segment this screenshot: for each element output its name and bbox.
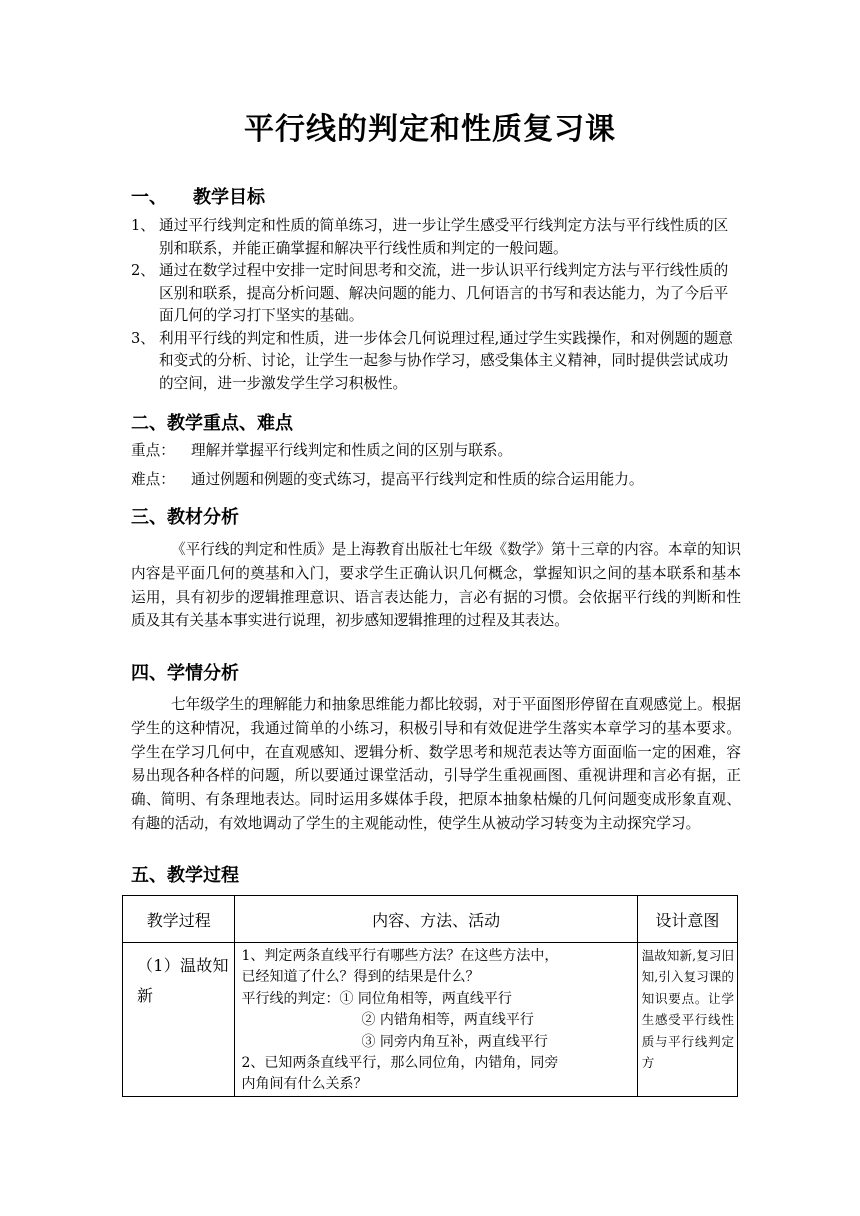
table-row xyxy=(123,943,738,1097)
section-title: 教学重点、难点 xyxy=(167,413,293,434)
objective-number: 1、 xyxy=(131,217,155,234)
objective-text: 通过在数学过程中安排一定时间思考和交流，进一步认识平行线判定方法与平行线性质的区别和联系，提高分析问题、解决问题的能力、几何语言的书写和表达能力，为了今后平面几何的学习打下坚实的基础。 xyxy=(159,262,729,324)
focus-text: 理解并掌握平行线判定和性质之间的区别与联系。 xyxy=(191,442,513,459)
objective-text: 利用平行线的判定和性质，进一步体会几何说理过程,通过学生实践操作，和对例题的题意和变式的分析、讨论，让学生一起参与协作学习，感受集体主义精神，同时提供尝试成功的空间，进一步激发学生学习积极性。 xyxy=(159,329,733,392)
judgement-label: 平行线的判定： xyxy=(241,990,340,1007)
objectives-list xyxy=(131,215,741,395)
section-number: 五、 xyxy=(131,865,167,886)
objective-item xyxy=(131,215,741,260)
objective-text: 通过平行线判定和性质的简单练习，进一步让学生感受平行线判定方法与平行线性质的区别和联系，并能正确掌握和解决平行线性质和判定的一般问题。 xyxy=(159,217,729,257)
document-title: 平行线的判定和性质复习课 xyxy=(244,112,616,147)
question-1-line: 1、判定两条直线平行有哪些方法？在这些方法中， xyxy=(241,948,559,964)
section-number: 一、 xyxy=(131,187,167,208)
question-2-line: 内角间有什么关系？ xyxy=(241,1076,368,1093)
column-header-content: 内容、方法、活动 xyxy=(235,896,637,943)
section-title: 教学过程 xyxy=(167,865,239,886)
section-heading-student-analysis xyxy=(131,659,239,685)
column-header-intent: 设计意图 xyxy=(637,896,737,943)
difficulty-label: 难点： xyxy=(131,471,175,488)
objective-item xyxy=(131,328,741,396)
stage-cell: （1）温故知新 xyxy=(123,943,235,1097)
section-title: 教学目标 xyxy=(193,187,265,208)
difficulty-text: 通过例题和例题的变式练习，提高平行线判定和性质的综合运用能力。 xyxy=(191,471,644,488)
objective-item xyxy=(131,260,741,328)
student-analysis-paragraph: 七年级学生的理解能力和抽象思维能力都比较弱，对于平面图形停留在直观感觉上。根据学生的这种情况，我通过简单的小练习，积极引导和有效促进学生落实本章学习的基本要求。学生在学习几何中，在直观感知、逻辑分析、数学思考和规范表达等方面面临一定的困难，容易出现各种各样的问题，所以要通过课堂活动，引导学生重视画图、重视讲理和言必有据，正确、简明、有条理地表达。同时运用多媒体手段，把原本抽象枯燥的几何问题变成形象直观、有趣的活动，有效地调动了学生的主观能动性，使学生从被动学习转变为主动探究学习。 xyxy=(131,696,741,832)
objective-number: 2、 xyxy=(131,262,155,279)
content-cell xyxy=(235,943,637,1097)
judgement-item: ① 同位角相等，两直线平行 xyxy=(339,990,512,1007)
section-number: 四、 xyxy=(131,663,167,684)
objective-number: 3、 xyxy=(131,329,155,347)
judgement-item: ③ 同旁内角互补，两直线平行 xyxy=(361,1033,548,1050)
judgement-item: ② 内错角相等，两直线平行 xyxy=(361,1012,534,1029)
focus-row xyxy=(131,440,512,462)
question-1-line: 已经知道了什么？得到的结果是什么？ xyxy=(241,969,480,986)
section-number: 二、 xyxy=(131,413,167,434)
section-number: 三、 xyxy=(131,507,167,528)
section-heading-teaching-process xyxy=(131,861,239,887)
column-header-stage: 教学过程 xyxy=(123,896,235,943)
section-title: 教材分析 xyxy=(167,507,239,528)
table-header-row xyxy=(123,896,738,943)
section-heading-textbook-analysis xyxy=(131,503,239,529)
section-title: 学情分析 xyxy=(167,663,239,684)
textbook-analysis-paragraph: 《平行线的判定和性质》是上海教育出版社七年级《数学》第十三章的内容。本章的知识内容是平面几何的奠基和入门，要求学生正确认识几何概念，掌握知识之间的基本联系和基本运用，具有初步的逻辑推理意识、语言表达能力，言必有据的习惯。会依据平行线的判断和性质及其有关基本事实进行说理，初步感知逻辑推理的过程及其表达。 xyxy=(131,541,741,630)
section-heading-key-points xyxy=(131,409,293,435)
difficulty-row xyxy=(131,469,643,491)
focus-label: 重点： xyxy=(131,442,175,459)
teaching-process-table xyxy=(122,895,738,1097)
intent-cell: 温故知新,复习旧知,引入复习课的知识要点。让学生感受平行线性质与平行线判定方 xyxy=(637,943,737,1097)
section-heading-objectives xyxy=(131,183,265,209)
question-2-line: 2、已知两条直线平行，那么同位角，内错角，同旁 xyxy=(241,1055,559,1072)
judgement-line xyxy=(241,989,630,1010)
